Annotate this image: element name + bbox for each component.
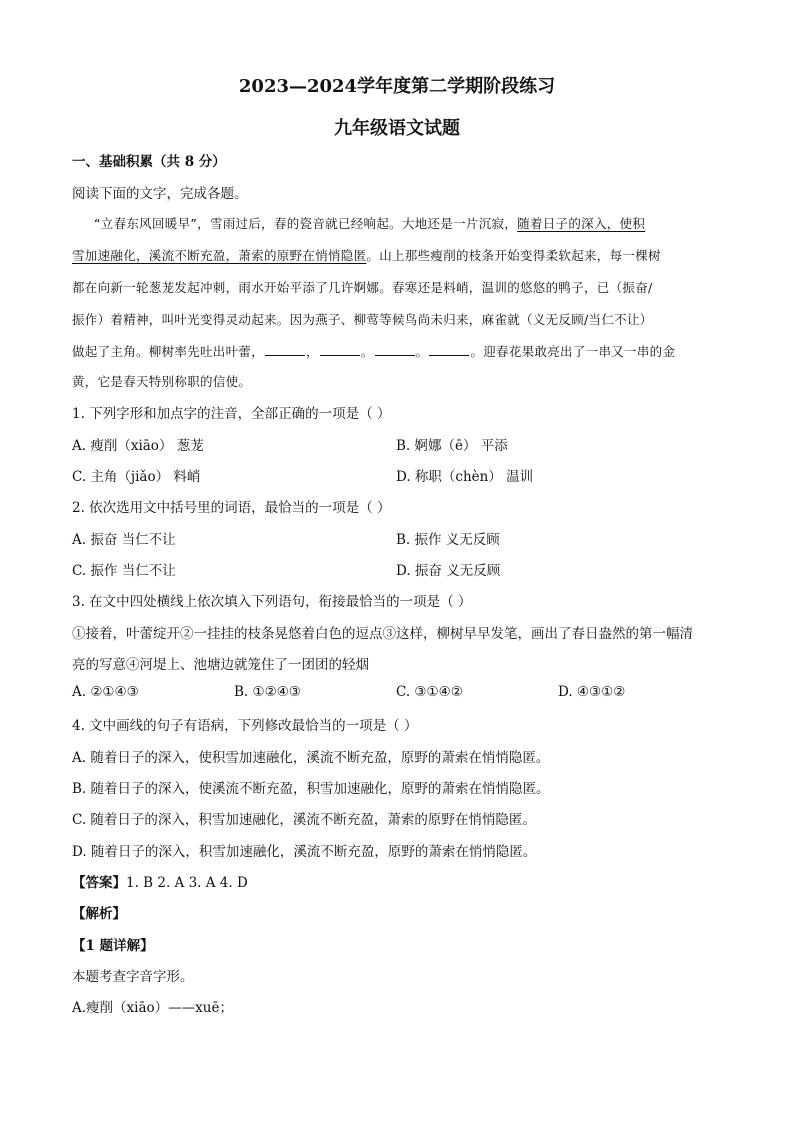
question-4-option-c[interactable]: C. 随着日子的深入，积雪加速融化，溪流不断充盈，萧索的原野在悄悄隐匿。 xyxy=(72,812,536,828)
passage-line: “立春东风回暖早”，雪雨过后，春的瓷音就已经响起。大地还是一片沉寂，随着日子的深入，使积 xyxy=(94,216,646,231)
answer-label: 【答案】 xyxy=(72,875,126,891)
question-1-option-d[interactable]: D. 称职（chèn） 温训 xyxy=(396,469,534,485)
question-2-option-b[interactable]: B. 振作 义无反顾 xyxy=(396,532,500,548)
section-heading: 一、基础积累（共 8 分） xyxy=(72,154,226,170)
underlined-sentence: 雪加速融化，溪流不断充盈，萧索的原野在悄悄隐匿 xyxy=(72,248,367,263)
fill-blank-4[interactable] xyxy=(429,343,469,356)
underlined-sentence: 随着日子的深入，使积 xyxy=(517,216,646,231)
exam-subtitle: 九年级语文试题 xyxy=(334,118,460,139)
question-2-option-d[interactable]: D. 振奋 义无反顾 xyxy=(396,563,501,579)
analysis-label: 【解析】 xyxy=(72,906,126,922)
fill-blank-2[interactable] xyxy=(320,343,360,356)
answer-line xyxy=(72,871,248,891)
question-4-option-b[interactable]: B. 随着日子的深入，使溪流不断充盈，积雪加速融化，原野的萧索在悄悄隐匿。 xyxy=(72,781,550,797)
analysis-line: 本题考查字音字形。 xyxy=(72,969,194,985)
fill-blank-3[interactable] xyxy=(375,343,415,356)
question-3-option-a[interactable]: A. ②①④③ xyxy=(72,684,139,700)
analysis-sub-label: 【1 题详解】 xyxy=(72,938,154,954)
question-4-stem: 4. 文中画线的句子有语病，下列修改最恰当的一项是（ ） xyxy=(72,718,418,734)
question-3-option-c[interactable]: C. ③①④② xyxy=(396,684,463,700)
analysis-line: A.瘦削（xiāo）——xuē； xyxy=(72,1000,233,1016)
question-4-option-a[interactable]: A. 随着日子的深入，使积雪加速融化，溪流不断充盈，原野的萧索在悄悄隐匿。 xyxy=(72,750,550,766)
question-1-option-a[interactable]: A. 瘦削（xiāo） 葱茏 xyxy=(72,438,204,454)
question-1-option-b[interactable]: B. 婀娜（ē） 平添 xyxy=(396,438,508,454)
question-3-option-b[interactable]: B. ①②④③ xyxy=(234,684,301,700)
fill-blank-1[interactable] xyxy=(265,343,305,356)
question-3-stem: 3. 在文中四处横线上依次填入下列语句，衔接最恰当的一项是（ ） xyxy=(72,594,472,610)
passage-line: 做起了主角。柳树率先吐出叶蕾， ， 。 。 。迎春花果敢亮出了一串又一串的金 xyxy=(72,344,676,359)
question-3-body: 亮的写意④河堤上、池塘边就笼住了一团团的轻烟 xyxy=(72,657,369,673)
question-3-body: ①接着，叶蕾绽开②一挂挂的枝条晃悠着白色的逗点③这样，柳树早早发笔，画出了春日盎然的第一幅清 xyxy=(72,626,693,642)
passage-line: 雪加速融化，溪流不断充盈，萧索的原野在悄悄隐匿。山上那些瘦削的枝条开始变得柔软起来，每一棵树 xyxy=(72,248,661,263)
question-4-option-d[interactable]: D. 随着日子的深入，积雪加速融化，溪流不断充盈，原野的萧索在悄悄隐匿。 xyxy=(72,844,537,860)
question-3-option-d[interactable]: D. ④③①② xyxy=(558,684,626,700)
section-instruction: 阅读下面的文字，完成各题。 xyxy=(72,186,248,202)
passage-line: 黄，它是春天特别称职的信使。 xyxy=(72,374,252,389)
question-1-stem: 1. 下列字形和加点字的注音，全部正确的一项是（ ） xyxy=(72,406,391,422)
question-1-option-c[interactable]: C. 主角（jiǎo） 料峭 xyxy=(72,469,201,485)
passage-line: 振作）着精神，叫叶光变得灵动起来。因为燕子、柳莺等候鸟尚未归来，麻雀就（义无反顾/当仁不让） xyxy=(72,312,653,327)
question-2-option-a[interactable]: A. 振奋 当仁不让 xyxy=(72,532,176,548)
passage-line: 都在向新一轮葱茏发起冲刺，雨水开始平添了几许婀娜。春寒还是料峭，温训的悠悠的鸭子，已（振奋/ xyxy=(72,280,653,295)
question-2-stem: 2. 依次选用文中括号里的词语，最恰当的一项是（ ） xyxy=(72,500,391,516)
question-2-option-c[interactable]: C. 振作 当仁不让 xyxy=(72,563,176,579)
exam-title: 2023—2024学年度第二学期阶段练习 xyxy=(238,76,556,97)
answer-values: 1. B 2. A 3. A 4. D xyxy=(126,875,248,891)
